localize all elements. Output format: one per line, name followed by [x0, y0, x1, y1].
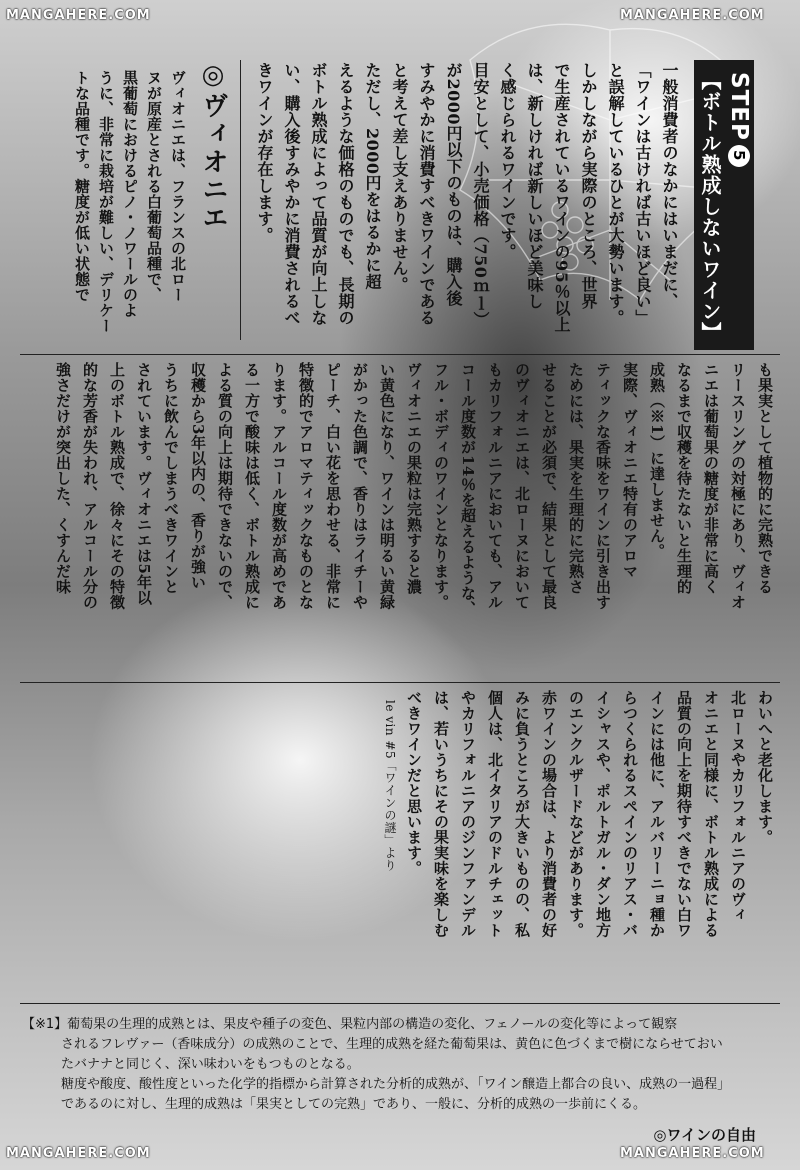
text-column: コール度数が14％を超えるような、 — [459, 362, 477, 617]
text-column: が2000円以下のものは、購入後 — [444, 62, 463, 307]
text-column: ティックな香味をワインに引き出す — [594, 362, 612, 610]
section-divider-top — [20, 354, 780, 355]
text-column: ヴィオニエの果粒は完熟すると濃 — [405, 362, 423, 595]
text-column: る一方で酸味は低く、ボトル熟成に — [243, 362, 261, 610]
text-column: も果実として植物的に完熟できる — [756, 362, 774, 595]
text-column: 強さだけが突出した、くすんだ味 — [54, 362, 72, 595]
text-column: せることが必須で、結果として最良 — [540, 362, 558, 610]
footnote — [22, 1015, 782, 1115]
text-column: みに負うところが大きいものの、私 — [513, 690, 531, 938]
text-column: 成熟（※1）に達しません。 — [648, 362, 666, 559]
step-heading — [694, 60, 754, 350]
footer-section-label: ◎ワインの自由 — [653, 1126, 756, 1144]
step-label-text: STEP — [726, 72, 752, 141]
text-column: きワインが存在します。 — [255, 62, 274, 244]
text-column: されています。ヴィオニエは5年以 — [135, 362, 153, 606]
text-column: すみやかに消費すべきワインである — [417, 62, 436, 326]
step-number-badge: 5 — [728, 145, 750, 167]
text-column: 特徴的でアロマティックなものとな — [297, 362, 315, 610]
text-column: うちに飲んでしまうべきワインと — [162, 362, 180, 595]
text-column: ヴィオニエは、フランスの北ロー — [169, 70, 187, 303]
text-column: リースリングの対極にあり、ヴィオ — [729, 362, 747, 610]
watermark-top-left: MANGAHERE.COM — [6, 8, 151, 23]
text-column: えるような価格のものでも、長期の — [336, 62, 355, 326]
text-column: は、新しければ新しいほど美味し — [525, 62, 544, 310]
text-column: インには他に、アルバリーニョ種か — [648, 690, 666, 938]
text-column: と誤解しているひとが大勢います。 — [606, 62, 625, 326]
step-title: 【ボトル熟成しないワイン】 — [698, 70, 722, 343]
text-column: 実際、ヴィオニエ特有のアロマ — [621, 362, 639, 579]
text-column: と考えて差し支えありません。 — [390, 62, 409, 293]
text-column: 目安として、小売価格（750ｍｌ） — [471, 62, 490, 328]
text-column: 一般消費者のなかにはいまだに、 — [660, 62, 679, 310]
text-column: トな品種です。糖度が低い状態で — [73, 70, 91, 303]
footnote-line: 糖度や酸度、酸性度といった化学的指標から計算された分析的成熟が、「ワイン醸造上都合の良い、成熟の一過程」 — [22, 1077, 731, 1092]
text-column: もカリフォルニアにおいても、アル — [486, 362, 504, 610]
footnote-line: 【※1】葡萄果の生理的成熟とは、果皮や種子の変色、果粒内部の構造の変化、フェノールの変化等によって観察 — [22, 1017, 678, 1032]
watermark-bottom-right: MANGAHERE.COM — [620, 1146, 765, 1161]
text-column: 収穫から3年以内の、香りが強い — [189, 362, 207, 590]
section-divider-middle — [20, 682, 780, 683]
watermark-bottom-left: MANGAHERE.COM — [6, 1146, 151, 1161]
text-column: のヴィオニエは、北ローヌにおいて — [513, 362, 531, 610]
text-column: オニエと同様に、ボトル熟成による — [702, 690, 720, 938]
footnote-line: たバナナと同じく、深い味わいをもつものとなる。 — [22, 1057, 360, 1072]
text-column: がかった色調で、香りはライチーや — [351, 362, 369, 610]
text-column: く感じられるワインです。 — [498, 62, 517, 260]
text-column: しかしながら実際のところ、世界 — [579, 62, 598, 310]
step-label — [725, 72, 753, 167]
text-column: ヌが原産とされる白葡萄品種で、 — [145, 70, 163, 303]
text-column: 北ローヌやカリフォルニアのヴィ — [729, 690, 747, 923]
section-divider-bottom — [20, 1003, 780, 1004]
text-column: やカリフォルニアのジンファンデル — [459, 690, 477, 938]
text-column: のエンクルザードなどがあります。 — [567, 690, 585, 938]
text-column: わいへと老化します。 — [756, 690, 774, 845]
text-column: イシャスや、ポルトガル・ダン地方 — [594, 690, 612, 938]
text-column: 品質の向上を期待すべきでない白ワ — [675, 690, 693, 938]
text-column: で生産されているワインの95％以上 — [552, 62, 571, 333]
text-column: 上のボトル熟成で、徐々にその特徴 — [108, 362, 126, 610]
text-column: うに、非常に栽培が難しい、デリケー — [97, 70, 115, 334]
column-divider-vertical — [240, 60, 241, 340]
watermark-top-right: MANGAHERE.COM — [620, 8, 765, 23]
viognier-heading: ◎ヴィオニエ — [198, 60, 228, 232]
text-column: らつくられるスペインのリアス・バ — [621, 690, 639, 938]
text-column: ニエは葡萄果の糖度が非常に高く — [702, 362, 720, 595]
text-column: 黒葡萄におけるピノ・ノワールのよ — [121, 70, 139, 318]
footnote-line: されるフレヴァー（香味成分）の成熟のことで、生理的成熟を経た葡萄果は、黄色に色づくまで樹にならせておい — [22, 1037, 723, 1052]
text-column: ボトル熟成によって品質が向上しな — [309, 62, 328, 326]
text-column: ります。アルコール度数が高めであ — [270, 362, 288, 610]
footnote-line: であるのに対し、生理的成熟は「果実としての完熟」であり、一般に、分析的成熟の一歩前にくる。 — [22, 1097, 647, 1112]
text-column: なるまで収穫を待たないと生理的 — [675, 362, 693, 595]
text-column: 個人は、北イタリアのドルチェット — [486, 690, 504, 938]
text-column: 「ワインは古ければ古いほど良い」 — [633, 62, 652, 326]
text-column: 赤ワインの場合は、より消費者の好 — [540, 690, 558, 938]
text-column: い黄色になり、ワインは明るい黄緑 — [378, 362, 396, 610]
text-column: ただし、2000円をはるかに超 — [363, 62, 382, 291]
text-column: ピーチ、白い花を思わせる、非常に — [324, 362, 342, 610]
text-column: は、若いうちにその果実味を楽しむ — [432, 690, 450, 938]
text-column: よる質の向上は期待できないので、 — [216, 362, 234, 610]
text-column: 的な芳香が失われ、アルコール分の — [81, 362, 99, 610]
text-column: フル・ボディのワインとなります。 — [432, 362, 450, 610]
text-column: ためには、果実を生理的に完熟さ — [567, 362, 585, 595]
source-credit: le vin #5「ワインの謎」より — [383, 700, 397, 872]
text-column: い、購入後すみやかに消費されるべ — [282, 62, 301, 326]
text-column: べきワインだと思います。 — [405, 690, 423, 876]
